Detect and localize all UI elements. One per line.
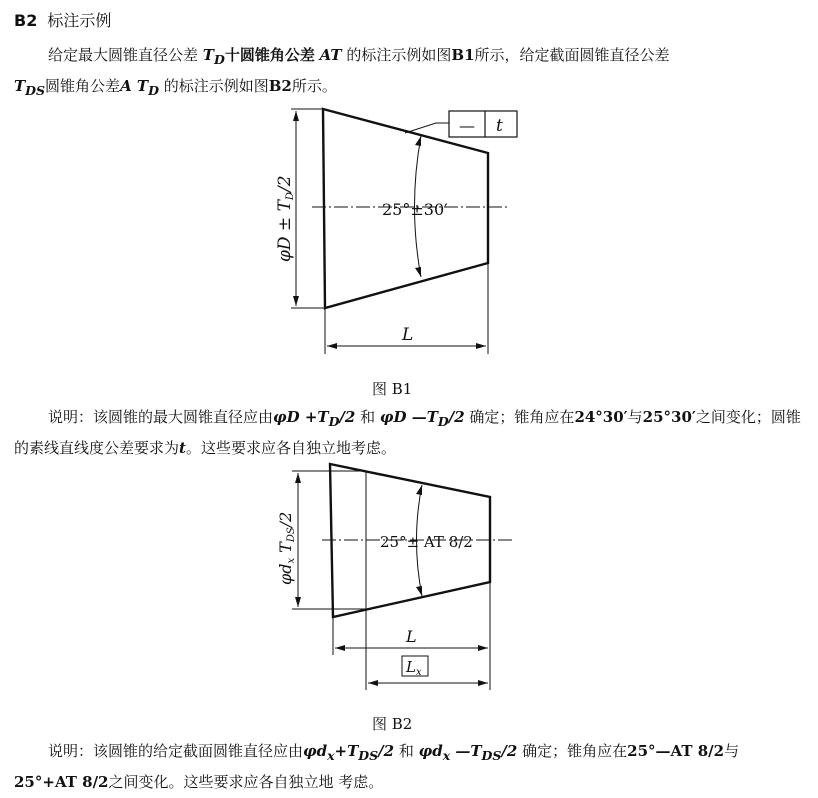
angle-value: 25°+AT 8/2 — [14, 773, 109, 791]
angle-label: 25°± AT 8/2 — [380, 533, 473, 551]
figure-b2-caption: 图 B2 — [372, 715, 413, 733]
figure-ref: B2 — [268, 77, 292, 95]
section-number: B2 — [14, 11, 38, 30]
text-run: 。这些要求应各自独立地考虑。 — [185, 439, 396, 457]
length-label: L — [406, 627, 417, 646]
section-title: 标注示例 — [47, 11, 112, 30]
arrow-head — [416, 485, 422, 495]
symbol-td: $T_D$ — [202, 46, 225, 67]
text-run: 确定；锥角应在 — [469, 408, 575, 426]
arrow-head — [295, 473, 301, 483]
text-run: 所示，给定截面圆锥直径公差 — [474, 46, 670, 64]
angle-label: 25°±30′ — [382, 200, 448, 219]
text-run: 与 — [627, 408, 643, 426]
arrow-head — [335, 645, 345, 651]
text-run: 和 — [398, 742, 414, 760]
text-run: 所示。 — [291, 77, 337, 95]
angle-value: 24°30′ — [574, 408, 628, 426]
symbol-atd: A $T_D$ — [120, 77, 159, 98]
formula: $\varphi d_x$ $—T_{DS}/2$ — [418, 742, 518, 763]
diameter-label: φdx TDS/2 — [276, 511, 297, 585]
text-run: 之间变化；圆锥的素线直线度公差要求为 — [14, 408, 801, 457]
arrow-head — [478, 680, 488, 686]
symbol-tds: $T_{DS}$ — [14, 77, 46, 98]
angle-value: 25°—AT 8/2 — [627, 742, 725, 760]
diameter-label: φD ± TD/2 — [275, 175, 296, 262]
text-run: 的标注示例如图 — [346, 46, 452, 64]
formula: $\varphi D +T_D/2$ — [273, 408, 356, 429]
text-run: 和 — [360, 408, 376, 426]
length-label: L — [402, 325, 414, 345]
text-run: 说明：该圆锥的给定截面圆锥直径应由 — [48, 742, 304, 760]
text-run: 说明：该圆锥的最大圆锥直径应由 — [48, 408, 274, 426]
text-run: 之间变化。这些要求应各自独立地 考虑。 — [108, 773, 384, 791]
figure-b2-explanation — [14, 738, 804, 795]
symbol-at: AT — [319, 46, 342, 64]
tolerance-value: t — [496, 116, 503, 136]
text-run: 与 — [724, 742, 740, 760]
text-run: 圆锥角公差 — [45, 77, 121, 95]
arrow-head — [478, 645, 488, 651]
arrow-head — [416, 586, 422, 596]
tolerance-symbol: t — [179, 439, 186, 457]
text-run: 给定最大圆锥直径公差 — [48, 46, 199, 64]
section-length-label: $L_x$ — [406, 658, 422, 678]
tolerance-symbol: — — [459, 116, 475, 135]
arrow-head — [368, 680, 378, 686]
figure-ref: B1 — [451, 46, 475, 64]
arrow-head — [295, 597, 301, 607]
formula: φD $—T_D/2$ — [379, 408, 465, 429]
text-run: 的标注示例如图 — [163, 77, 269, 95]
angle-value: 25°30′ — [642, 408, 696, 426]
formula: $\varphi d_x+T_{DS}/2$ — [303, 742, 395, 763]
figure-b1-caption: 图 B1 — [372, 380, 413, 398]
text-run: 十圆锥角公差 — [224, 46, 315, 64]
text-run: 确定；锥角应在 — [522, 742, 628, 760]
